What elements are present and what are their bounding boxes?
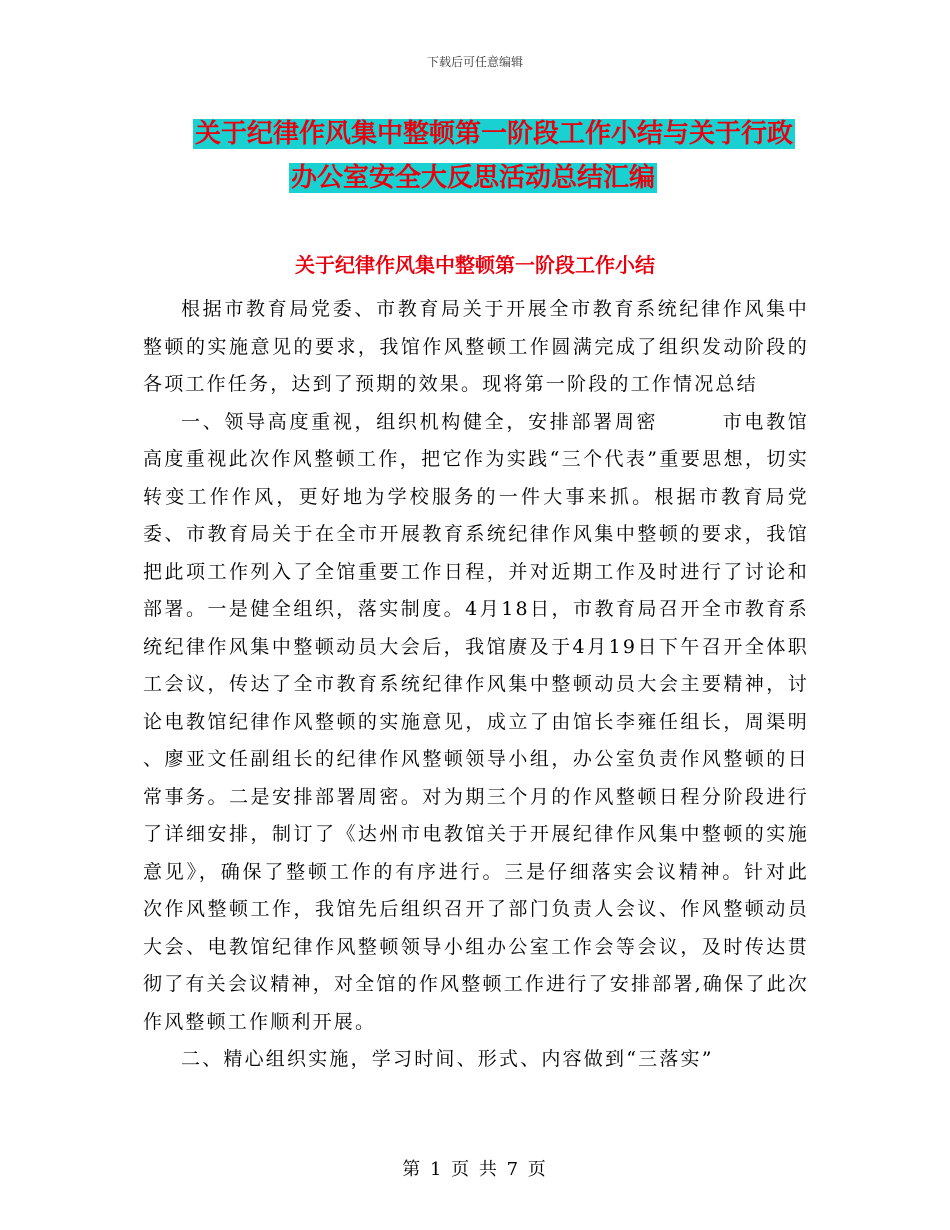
section-1-body: 市电教馆高度重视此次作风整顿工作，把它作为实践“三个代表”重要思想，切实转变工作作风，更好地为学校服务的一件大事来抓。根据市教育局党委、市教育局关于在全市开展教育系统纪律作风集中整顿的要求，我馆把此项工作列入了全馆重要工作日程，并对近期工作及时进行了讨论和部署。一是健全组织，落实制度。4月18日，市教育局召开全市教育系统纪律作风集中整顿动员大会后，我馆赓及于4月19日下午召开全体职工会议，传达了全市教育系统纪律作风集中整顿动员大会主要精神，讨论电教馆纪律作风整顿的实施意见，成立了由馆长李雍任组长，周渠明 、廖亚文任副组长的纪律作风整顿领导小组，办公室负责作风整顿的日常事务。二是安排部署周密。对为期三个月的作风整顿日程分阶段进行了详细安排，制订了《达州市电教馆关于开展纪律作风集中整顿的实施意见》，确保了整顿工作的有序进行。三是仔细落实会议精神。针对此次作风整顿工作，我馆先后组织召开了部门负责人会议、作风整顿动员大会、电教馆纪律作风整顿领导小组办公室工作会等会议，及时传达贯彻了有关会议精神，对全馆的作风整顿工作进行了安排部署,确保了此次作风整顿工作顺利开展。 xyxy=(143,410,809,1033)
paragraph-section-1 xyxy=(143,404,809,1042)
paragraph-section-2-heading: 二、精心组织实施，学习时间、形式、内容做到“三落实” xyxy=(181,1048,714,1070)
header-note: 下载后可任意编辑 xyxy=(426,55,523,69)
document-title xyxy=(143,112,823,200)
body-text xyxy=(143,291,809,1079)
section-1-heading: 一、领导高度重视，组织机构健全，安排部署周密 xyxy=(181,410,659,433)
page-number: 第 1 页 共 7 页 xyxy=(402,1159,548,1180)
title-line-1: 关于纪律作风集中整顿第一阶段工作小结与关于行政 xyxy=(195,119,794,149)
title-line-2: 办公室安全大反思活动总结汇编 xyxy=(291,163,656,193)
section-title: 关于纪律作风集中整顿第一阶段工作小结 xyxy=(295,253,655,277)
paragraph-intro: 根据市教育局党委、市教育局关于开展全市教育系统纪律作风集中整顿的实施意见的要求，我馆作风整顿工作圆满完成了组织发动阶段的各项工作任务，达到了预期的效果。现将第一阶段的工作情况总结 xyxy=(143,298,809,395)
